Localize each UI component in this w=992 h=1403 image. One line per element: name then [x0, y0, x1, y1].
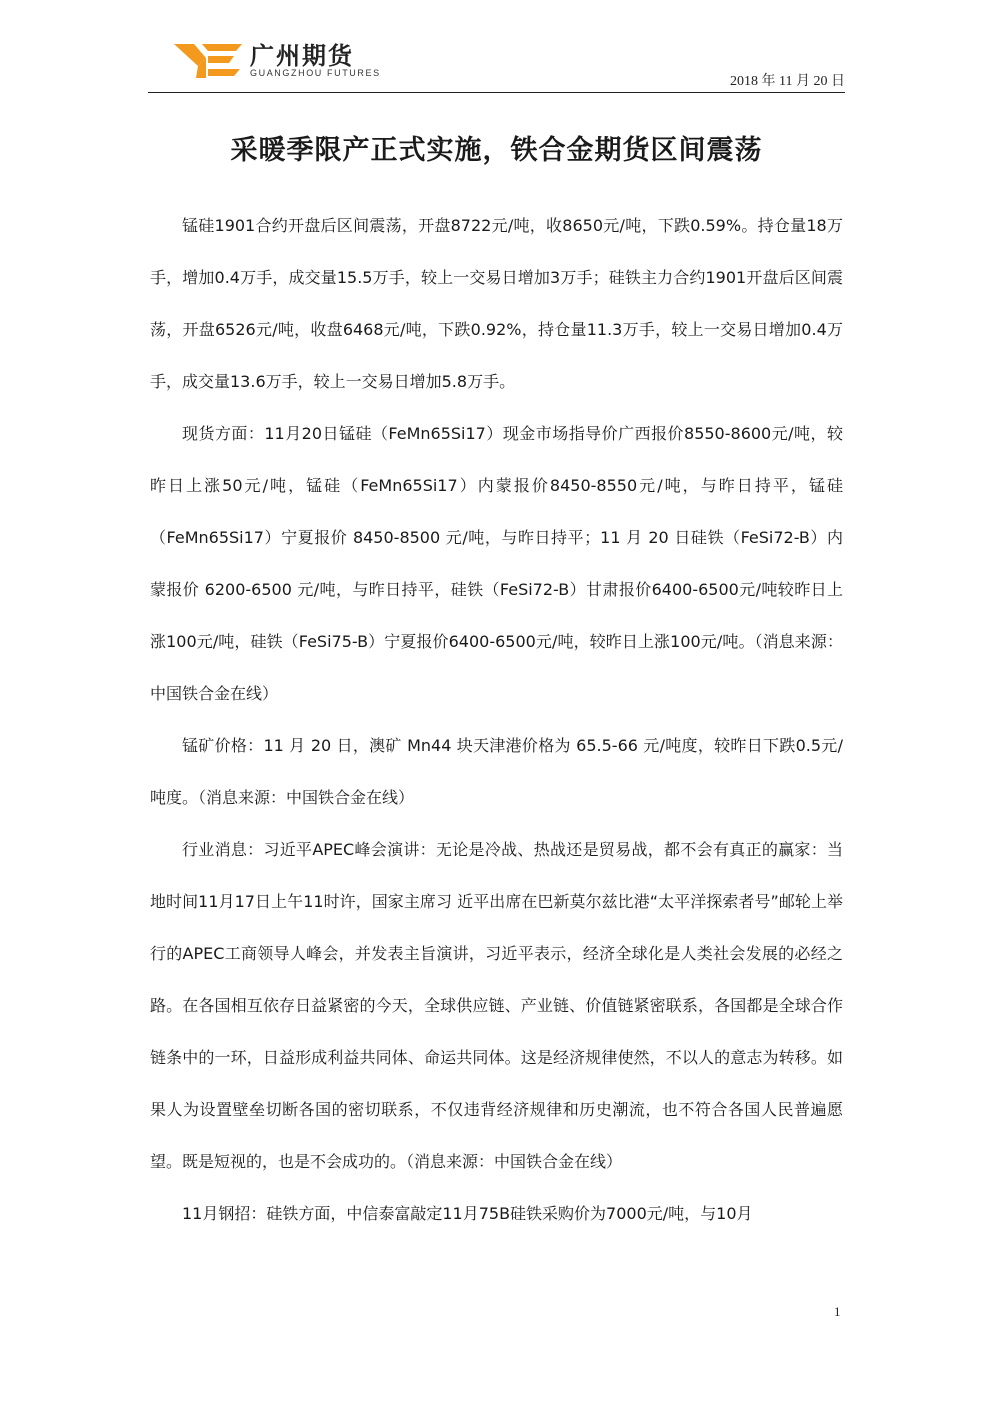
paragraph-market-summary: 锰硅1901合约开盘后区间震荡，开盘8722元/吨，收8650元/吨，下跌0.59%。持仓量18万手，增加0.4万手，成交量15.5万手，较上一交易日增加3万手；硅铁主力合约1901开盘后区间震荡，开盘6526元/吨，收盘6468元/吨，下跌0.92%，持仓量11.3万手，较上一交易日增加0.4万手，成交量13.6万手，较上一交易日增加5.8万手。	[150, 216, 843, 391]
paragraph-manganese-ore: 锰矿价格：11 月 20 日，澳矿 Mn44 块天津港价格为 65.5-66 元/吨度，较昨日下跌0.5元/吨度。（消息来源：中国铁合金在线）	[150, 736, 843, 807]
paragraph-steel-tender: 11月钢招：硅铁方面，中信泰富敲定11月75B硅铁采购价为7000元/吨，与10月	[182, 1204, 753, 1223]
paragraph-industry-news: 行业消息：习近平APEC峰会演讲：无论是冷战、热战还是贸易战，都不会有真正的赢家：当地时间11月17日上午11时许，国家主席习 近平出席在巴新莫尔兹比港“太平洋探索者号”邮轮上举行的APEC工商领导人峰会，并发表主旨演讲，习近平表示，经济全球化是人类社会发展的必经之路。在各国相互依存日益紧密的今天，全球供应链、产业链、价值链紧密联系，各国都是全球合作链条中的一环，日益形成利益共同体、命运共同体。这是经济规律使然，不以人的意志为转移。如果人为设置壁垒切断各国的密切联系，不仅违背经济规律和历史潮流，也不符合各国人民普遍愿望。既是短视的，也是不会成功的。（消息来源：中国铁合金在线）	[150, 840, 843, 1171]
brand-name: 广州期货	[250, 42, 354, 70]
guangzhou-futures-logo-icon	[172, 38, 244, 80]
header-divider	[148, 92, 845, 93]
page-header	[148, 30, 845, 92]
paragraph-spot-prices: 现货方面：11月20日锰硅（FeMn65Si17）现金市场指导价广西报价8550-8600元/吨，较昨日上涨50元/吨，锰硅（FeMn65Si17）内蒙报价8450-8550元/吨，与昨日持平，锰硅（FeMn65Si17）宁夏报价 8450-8500 元/吨，与昨日持平；11 月 20 日硅铁（FeSi72-B）内蒙报价 6200-6500 元/吨，与昨日持平，硅铁（FeSi72-B）甘肃报价6400-6500元/吨较昨日上涨100元/吨，硅铁（FeSi75-B）宁夏报价6400-6500元/吨，较昨日上涨100元/吨。（消息来源：中国铁合金在线）	[150, 424, 843, 703]
report-date: 2018 年 11 月 20 日	[730, 74, 845, 89]
page-number: 1	[834, 1304, 841, 1319]
document-body	[150, 200, 843, 1240]
document-title: 采暖季限产正式实施，铁合金期货区间震荡	[230, 135, 763, 166]
brand-subtitle: GUANGZHOU FUTURES	[250, 68, 381, 78]
